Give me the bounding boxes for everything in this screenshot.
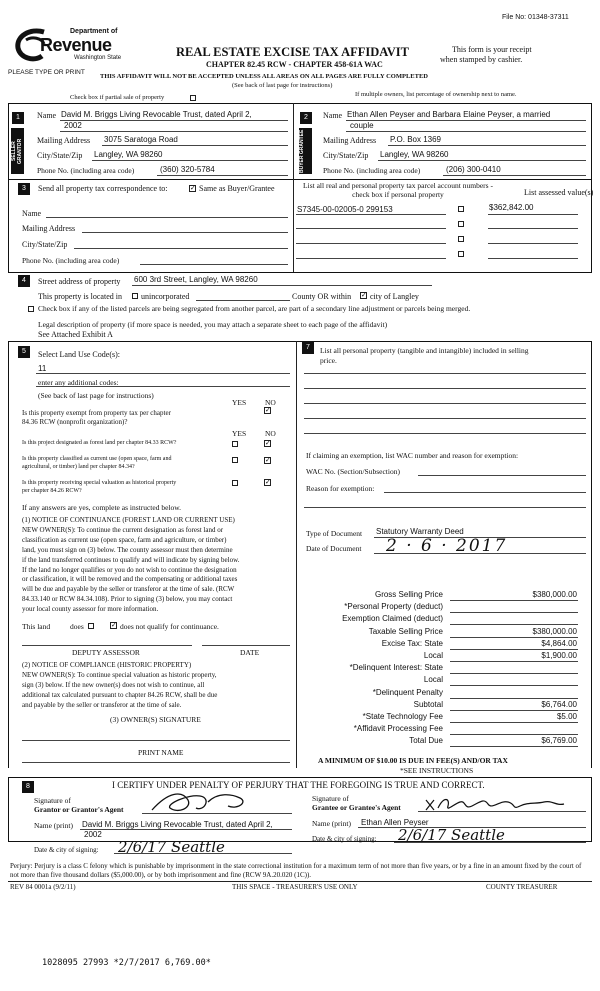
buyer-mail-label: Mailing Address — [323, 136, 377, 145]
wac-number-label: WAC No. (Section/Subsection) — [306, 467, 400, 476]
current-use-question: Is this property classified as current use (open space, farm and — [22, 456, 172, 462]
grantor-agent-label: Grantor or Grantor's Agent — [34, 805, 124, 814]
tax-row-value[interactable]: $4,864.00 — [541, 638, 577, 648]
no-header-2: NO — [265, 429, 276, 438]
document-date[interactable]: 2 · 6 · 2017 — [386, 536, 508, 556]
tax-row-label: *Personal Property (deduct) — [344, 602, 443, 612]
seller-city-label: City/State/Zip — [37, 151, 83, 160]
street-address-label: Street address of property — [38, 277, 121, 286]
tax-row-label: *Affidavit Processing Fee — [353, 724, 443, 734]
grantee-date-city-label: Date & city of signing: — [312, 835, 377, 843]
buyer-grantee-bar: BUYER GRANTEE — [299, 128, 312, 174]
grantee-signature[interactable] — [424, 794, 574, 816]
exempt-no-checkbox[interactable]: ✓ — [265, 406, 271, 414]
tax-row-value[interactable]: $380,000.00 — [532, 590, 577, 599]
section-5-number: 5 — [18, 346, 30, 358]
historic-no-checkbox[interactable]: ✓ — [265, 478, 271, 486]
tax-row-label: Exemption Claimed (deduct) — [342, 614, 443, 624]
forest-yes-checkbox[interactable] — [232, 441, 238, 447]
compliance-notice — [22, 661, 294, 711]
compliance-line: (2) NOTICE OF COMPLIANCE (HISTORIC PROPERTY) — [22, 661, 192, 669]
if-yes-note: If any answers are yes, complete as instructed below. — [22, 503, 182, 512]
grantor-date-city[interactable]: 2/6/17 Seattle — [118, 838, 225, 856]
same-as-buyer-checkbox[interactable]: ✓ — [190, 184, 196, 192]
partial-sale-checkbox[interactable] — [190, 95, 196, 101]
exempt-question-cont: 84.36 RCW (nonprofit organization)? — [22, 418, 128, 426]
segregated-label: Check box if any of the listed parcels are being segregated from another parcel, are part of a secondary line adjustment or parcels being merged. — [38, 304, 471, 313]
s3-phone-label: Phone No. (including area code) — [22, 256, 120, 265]
parcel-list-header: List all real and personal property tax parcel account numbers - check box if personal property — [303, 181, 493, 199]
compliance-line: sign (3) below. If the new owner(s) does not wish to continue, all — [22, 680, 205, 689]
unincorporated-label: unincorporated — [141, 292, 190, 301]
no-header-1: NO — [265, 398, 276, 407]
property-street-address[interactable]: 600 3rd Street, Langley, WA 98260 — [134, 275, 258, 284]
buyer-name[interactable]: Ethan Allen Peyser and Barbara Elaine Peyser, a married — [347, 110, 551, 119]
continuance-line: classification as current use (open space, farm and agriculture, or timber) — [22, 535, 227, 544]
personal-property-label-cont: price. — [320, 356, 337, 365]
tax-row-label: *State Technology Fee — [362, 712, 443, 721]
send-correspondence-label: Send all property tax correspondence to: — [38, 184, 168, 193]
s3-name-label: Name — [22, 209, 42, 218]
does-label: does — [70, 622, 84, 631]
partial-sale-label: Check box if partial sale of property — [70, 94, 165, 101]
continuance-line: or classification, it will be removed and the compensating or additional taxes — [22, 575, 238, 584]
buyer-city-label: City/State/Zip — [323, 151, 369, 160]
seller-city-state-zip[interactable]: Langley, WA 98260 — [94, 150, 163, 159]
tax-row-label: *Delinquent Interest: State — [349, 663, 443, 673]
grantee-sig-label: Signature of — [312, 794, 349, 803]
grantor-sig-label: Signature of — [34, 796, 71, 805]
file-number: File No: 01348-37311 — [502, 14, 569, 21]
continuance-line: (1) NOTICE OF CONTINUANCE (FOREST LAND OR CURRENT USE) — [22, 516, 235, 524]
form-subtitle: CHAPTER 82.45 RCW - CHAPTER 458-61A WAC — [206, 60, 383, 69]
logo-dept: Department of — [70, 28, 118, 35]
yes-header-1: YES — [232, 398, 247, 407]
minimum-fee-note: A MINIMUM OF $10.00 IS DUE IN FEE(S) AND/OR TAX — [318, 756, 508, 765]
form-title: REAL ESTATE EXCISE TAX AFFIDAVIT — [176, 45, 409, 59]
land-use-code[interactable]: 11 — [38, 364, 47, 373]
parcel-number[interactable]: S7345-00-02005-0 299153 — [297, 205, 393, 214]
logo-state: Washington State — [74, 55, 122, 61]
historic-question-cont: per chapter 84.26 RCW? — [22, 488, 82, 494]
receipt-note: This form is your receipt — [452, 45, 532, 54]
this-land-label: This land — [22, 622, 51, 631]
grantee-printed-name[interactable]: Ethan Allen Peyser — [361, 818, 429, 827]
buyer-name-cont[interactable]: couple — [350, 121, 374, 130]
s5-see-back: (See back of last page for instructions) — [38, 391, 154, 400]
tax-row-label: Taxable Selling Price — [368, 626, 443, 636]
legal-description[interactable]: See Attached Exhibit A — [38, 330, 113, 339]
treasurer-stamp: 1028095 27993 *2/7/2017 6,769.00* — [42, 958, 211, 968]
tax-row-value[interactable]: $5.00 — [556, 712, 577, 721]
seller-phone[interactable]: (360) 320-5784 — [160, 165, 215, 174]
certify-statement: I CERTIFY UNDER PENALTY OF PERJURY THAT THE FOREGOING IS TRUE AND CORRECT. — [112, 780, 485, 790]
seller-mailing-address[interactable]: 3075 Saratoga Road — [104, 135, 178, 144]
dor-logo — [12, 26, 122, 66]
assessor-date-label: DATE — [240, 648, 260, 657]
see-instructions-note: *SEE INSTRUCTIONS — [400, 766, 474, 775]
section-8-number: 8 — [22, 781, 34, 793]
personal-property-label: List all personal property (tangible and intangible) included in selling — [320, 346, 529, 355]
seller-phone-label: Phone No. (including area code) — [37, 166, 135, 175]
tax-row-value[interactable]: $6,764.00 — [541, 699, 577, 709]
assessed-value[interactable]: $362,842.00 — [489, 203, 534, 212]
continuance-line: NEW OWNER(S): To continue the current designation as forest land or — [22, 525, 224, 534]
section-2-number: 2 — [300, 112, 312, 124]
compliance-line: additional tax calculated pursuant to chapter 84.26 RCW, shall be due — [22, 690, 218, 699]
tax-row-label: Local — [423, 651, 443, 660]
continuance-line: If the land no longer qualifies or you do not wish to continue the designation — [22, 565, 237, 574]
tax-row-value[interactable]: $380,000.00 — [532, 626, 577, 636]
wac-claim-label: If claiming an exemption, list WAC number and reason for exemption: — [306, 451, 519, 460]
treasurer-use-only: THIS SPACE - TREASURER'S USE ONLY — [232, 883, 358, 891]
grantor-date-city-label: Date & city of signing: — [34, 846, 99, 854]
seller-name[interactable]: David M. Briggs Living Revocable Trust, dated April 2, — [61, 110, 252, 119]
yes-header-2: YES — [232, 429, 247, 438]
historic-question: Is this property receiving special valuation as historical property — [22, 480, 177, 486]
logo-name: Revenue — [40, 35, 112, 55]
same-as-buyer-label: Same as Buyer/Grantee — [199, 184, 275, 193]
grantor-name-print-label: Name (print) — [34, 821, 73, 830]
personal-property-checkbox-2[interactable] — [458, 221, 464, 227]
grantor-signature[interactable] — [148, 788, 268, 816]
unincorporated-checkbox[interactable] — [132, 293, 138, 299]
compliance-line: NEW OWNER(S): To continue special valuation as historic property, — [22, 670, 217, 679]
additional-codes-label: enter any additional codes: — [38, 378, 119, 387]
current-use-no-checkbox[interactable]: ✓ — [265, 456, 271, 464]
buyer-phone[interactable]: (206) 300-0410 — [446, 165, 501, 174]
please-type: PLEASE TYPE OR PRINT — [8, 69, 85, 76]
owner-signature-label: (3) OWNER(S) SIGNATURE — [110, 715, 201, 724]
tax-row-label: Gross Selling Price — [374, 590, 443, 599]
city-of-langley: city of Langley — [370, 292, 419, 301]
tax-row-value[interactable]: $1,900.00 — [541, 651, 577, 660]
multiple-owners-note: If multiple owners, list percentage of ownership next to name. — [355, 91, 517, 98]
does-not-checkbox[interactable]: ✓ — [111, 621, 117, 629]
seller-grantor-bar: SELLER GRANTOR — [11, 128, 24, 174]
doc-date-label: Date of Document — [306, 544, 362, 553]
forest-question: Is this project designated as forest land per chapter 84.33 RCW? — [22, 440, 177, 446]
deputy-assessor-label: DEPUTY ASSESSOR — [72, 648, 140, 657]
see-back-instructions: (See back of last page for instructions) — [232, 82, 333, 89]
s3-city-label: City/State/Zip — [22, 240, 68, 249]
continuance-line: 84.33.140 or RCW 84.34.108). Prior to signing (3) below, you may contact — [22, 595, 233, 604]
located-in-label: This property is located in — [38, 292, 122, 301]
personal-property-checkbox-1[interactable] — [458, 206, 464, 212]
buyer-name-label: Name — [323, 111, 343, 120]
reason-label: Reason for exemption: — [306, 484, 375, 493]
section-7-number: 7 — [302, 342, 314, 354]
document-type[interactable]: Statutory Warranty Deed — [376, 527, 464, 536]
personal-property-checkbox-3[interactable] — [458, 236, 464, 242]
form-revision: REV 84 0001a (9/2/11) — [10, 883, 76, 891]
tax-row-label: Subtotal — [413, 699, 443, 709]
personal-property-checkbox-4[interactable] — [458, 251, 464, 257]
assessed-value-header: List assessed value(s) — [524, 188, 594, 197]
receipt-note-2: when stamped by cashier. — [440, 55, 523, 64]
continuance-line: will be due and payable by the seller or transferor at the time of sale. (RCW — [22, 585, 235, 594]
seller-name-label: Name — [37, 111, 57, 120]
grantee-date-city[interactable]: 2/6/17 Seattle — [398, 826, 505, 844]
land-use-label: Select Land Use Code(s): — [38, 350, 120, 359]
seller-name-cont[interactable]: 2002 — [64, 121, 82, 130]
section-3-number: 3 — [18, 183, 30, 195]
county-treasurer-label: COUNTY TREASURER — [486, 883, 558, 891]
continuance-line: land, you must sign on (3) below. The county assessor must then determine — [22, 545, 233, 554]
continuance-notice — [22, 516, 294, 615]
tax-row-label: Local — [423, 675, 443, 685]
buyer-phone-label: Phone No. (including area code) — [323, 166, 421, 175]
forest-no-checkbox[interactable]: ✓ — [265, 439, 271, 447]
does-not-qualify-label: does not qualify for continuance. — [120, 622, 219, 631]
s3-mail-label: Mailing Address — [22, 224, 76, 233]
county-or-within-label: County OR within — [292, 292, 352, 301]
legal-description-label: Legal description of property (if more space is needed, you may attach a separate sheet to each page of the affidavit) — [38, 320, 388, 329]
grantee-agent-label: Grantee or Grantee's Agent — [312, 803, 401, 812]
grantor-printed-name-cont[interactable]: 2002 — [84, 830, 102, 839]
section-4-number: 4 — [18, 275, 30, 287]
grantee-name-print-label: Name (print) — [312, 819, 351, 828]
current-use-question-cont: agricultural, or timber) land per chapter 84.34? — [22, 464, 135, 470]
does-checkbox[interactable] — [88, 623, 94, 629]
compliance-line: and payable by the seller or transferor at the time of sale. — [22, 700, 182, 709]
perjury-notice: Perjury: Perjury is a class C felony which is punishable by imprisonment in the state correctional institution for a maximum term of not more than five years, or by a fine in an amount fixed by the court of not more than five thousand dollars ($5,000.00), or by both imprisonment and fine (RCW 9A.20.020 (1C)). — [10, 862, 582, 879]
tax-row-label: *Delinquent Penalty — [372, 687, 443, 697]
segregated-checkbox[interactable] — [28, 306, 34, 312]
historic-yes-checkbox[interactable] — [232, 480, 238, 486]
buyer-city-state-zip[interactable]: Langley, WA 98260 — [380, 150, 449, 159]
tax-row-value[interactable]: $6,769.00 — [541, 736, 577, 746]
seller-mail-label: Mailing Address — [37, 136, 91, 145]
continuance-line: if the land transferred continues to qualify and will indicate by signing below. — [22, 555, 240, 564]
warning-text: THIS AFFIDAVIT WILL NOT BE ACCEPTED UNLESS ALL AREAS ON ALL PAGES ARE FULLY COMPLETED — [100, 73, 428, 80]
print-name-label: PRINT NAME — [138, 748, 184, 757]
buyer-mailing-address[interactable]: P.O. Box 1369 — [390, 135, 441, 144]
current-use-yes-checkbox[interactable] — [232, 457, 238, 463]
continuance-line: your local county assessor for more information. — [22, 605, 159, 614]
city-checkbox[interactable]: ✓ — [361, 291, 367, 299]
tax-row-label: Excise Tax: State — [381, 638, 443, 648]
section-1-number: 1 — [12, 112, 24, 124]
grantor-printed-name[interactable]: David M. Briggs Living Revocable Trust, dated April 2, — [82, 820, 273, 829]
exempt-question: Is this property exempt from property tax per chapter — [22, 409, 171, 417]
doc-type-label: Type of Document — [306, 529, 363, 538]
tax-row-label: Total Due — [409, 736, 443, 746]
